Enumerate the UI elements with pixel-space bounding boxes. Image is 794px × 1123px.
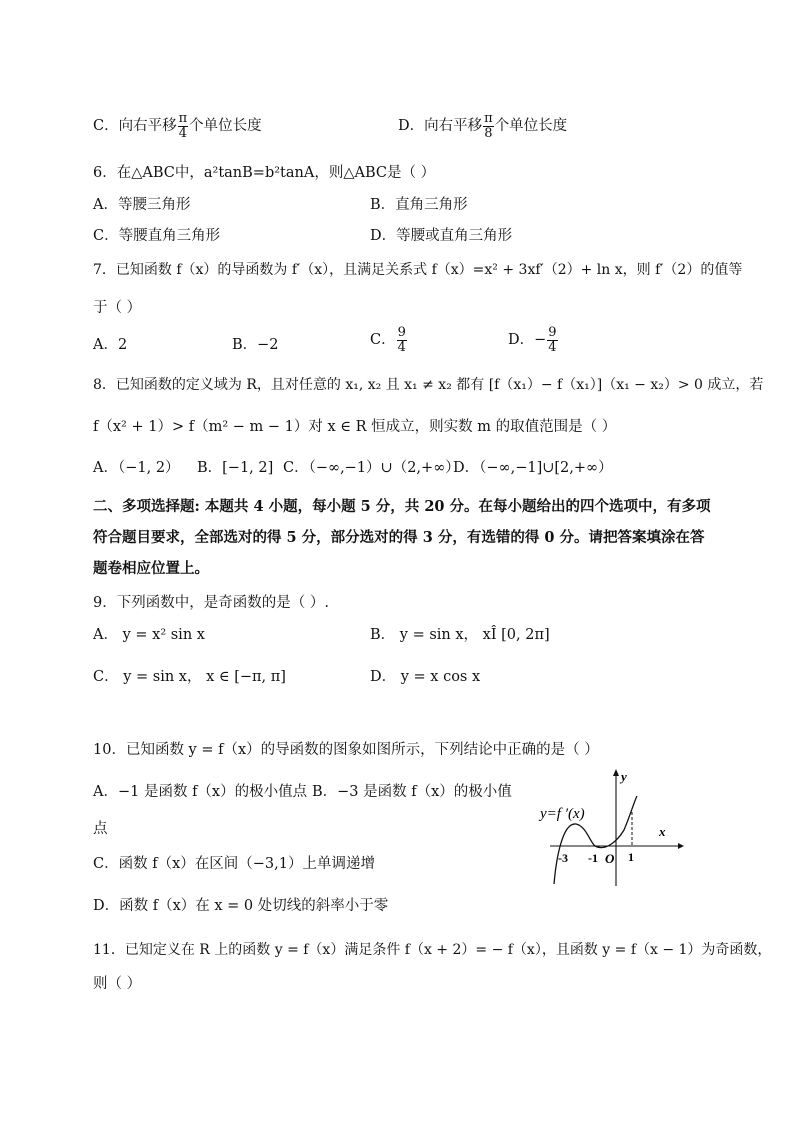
section2-line1: 二、多项选择题: 本题共 4 小题，每小题 5 分，共 20 分。在每小题给出的四个选项中，有多项 bbox=[93, 498, 711, 515]
q7-option-b: B．−2 bbox=[232, 337, 279, 353]
q10-option-d: D．函数 f（x）在 x = 0 处切线的斜率小于零 bbox=[93, 898, 389, 914]
q11-stem-cont: 则（ ） bbox=[93, 976, 142, 992]
section2-line2: 符合题目要求，全部选对的得 5 分，部分选对的得 3 分，有选错的得 0 分。请把答案填涂在答 bbox=[93, 529, 705, 546]
q7-option-a: A．2 bbox=[93, 337, 128, 353]
q11-stem: 11．已知定义在 R 上的函数 y = f（x）满足条件 f（x + 2）= − f（x），且函数 y = f（x − 1）为奇函数， bbox=[93, 942, 772, 958]
q9-option-d: D． y = x cos x bbox=[370, 669, 481, 685]
q10-option-c: C．函数 f（x）在区间（−3,1）上单调递增 bbox=[93, 856, 375, 872]
tick-label: -3 bbox=[558, 851, 568, 865]
q8-option-c: C．（−∞,−1）∪（2,+∞） bbox=[283, 460, 460, 476]
q7-option-d: D．− $\frac{9}{4}$ bbox=[508, 325, 557, 355]
q10-option-b: B．−3 是函数 f（x）的极小值 bbox=[312, 784, 512, 800]
x-axis-label: x bbox=[659, 824, 666, 839]
q9-option-c: C． y = sin x， x ∈ [−π, π] bbox=[93, 669, 286, 685]
q6-option-d: D．等腰或直角三角形 bbox=[370, 228, 513, 244]
q7-option-c: C． $\frac{9}{4}$ bbox=[370, 325, 406, 355]
y-axis-arrow bbox=[613, 769, 619, 776]
q6-option-c: C．等腰直角三角形 bbox=[93, 228, 221, 244]
q5-option-d: D．向右平移 $\frac{\pi}{8}$ 个单位长度 bbox=[398, 111, 568, 141]
q7-stem-cont: 于（ ） bbox=[93, 300, 142, 316]
q6-stem: 6．在△ABC中，a²tanB=b²tanA，则△ABC是（ ） bbox=[93, 165, 436, 181]
section2-line3: 题卷相应位置上。 bbox=[93, 560, 209, 577]
q6-option-a: A．等腰三角形 bbox=[93, 197, 191, 213]
q9-option-b: B． y = sin x， xÎ [0, 2π] bbox=[370, 627, 550, 643]
q8-option-b: B．[−1, 2] bbox=[197, 460, 274, 476]
tick-label: -1 bbox=[588, 851, 598, 865]
q10-option-a: A．−1 是函数 f（x）的极小值点 bbox=[93, 784, 308, 800]
derivative-graph bbox=[538, 766, 688, 888]
tick-label: 1 bbox=[628, 850, 634, 864]
q10-option-b-cont: 点 bbox=[93, 821, 108, 837]
q8-option-d: D．（−∞,−1]∪[2,+∞） bbox=[453, 460, 613, 476]
q8-option-a: A．（−1, 2） bbox=[93, 460, 180, 476]
origin-label: O bbox=[605, 851, 615, 866]
fraction: $\frac{\pi}{4}$ bbox=[178, 111, 188, 141]
q6-option-b: B．直角三角形 bbox=[370, 197, 468, 213]
fraction: $\frac{9}{4}$ bbox=[397, 325, 406, 355]
fraction: $\frac{\pi}{8}$ bbox=[484, 111, 493, 141]
x-axis-arrow bbox=[678, 843, 684, 849]
q9-stem: 9．下列函数中，是奇函数的是（ ）. bbox=[93, 595, 329, 611]
y-axis-label: y bbox=[621, 769, 627, 784]
q10-stem: 10．已知函数 y = f（x）的导函数的图象如图所示，下列结论中正确的是（ ） bbox=[93, 742, 599, 758]
q9-option-a: A． y = x² sin x bbox=[93, 627, 205, 643]
q8-stem-cont: f（x² + 1）> f（m² − m − 1）对 x ∈ R 恒成立，则实数 m 的取值范围是（ ） bbox=[93, 419, 617, 435]
fraction: $\frac{9}{4}$ bbox=[548, 325, 557, 355]
q7-stem: 7．已知函数 f（x）的导函数为 f′（x），且满足关系式 f（x）=x² + 3xf′（2）+ ln x，则 f′（2）的值等 bbox=[93, 262, 743, 278]
q5-option-c: C．向右平移 $\frac{\pi}{4}$ 个单位长度 bbox=[93, 111, 262, 141]
q8-stem: 8．已知函数的定义域为 R，且对任意的 x₁, x₂ 且 x₁ ≠ x₂ 都有 [f（x₁）− f（x₁）]（x₁ − x₂）> 0 成立，若 bbox=[93, 377, 764, 393]
function-label: y=f ′(x) bbox=[540, 806, 585, 822]
